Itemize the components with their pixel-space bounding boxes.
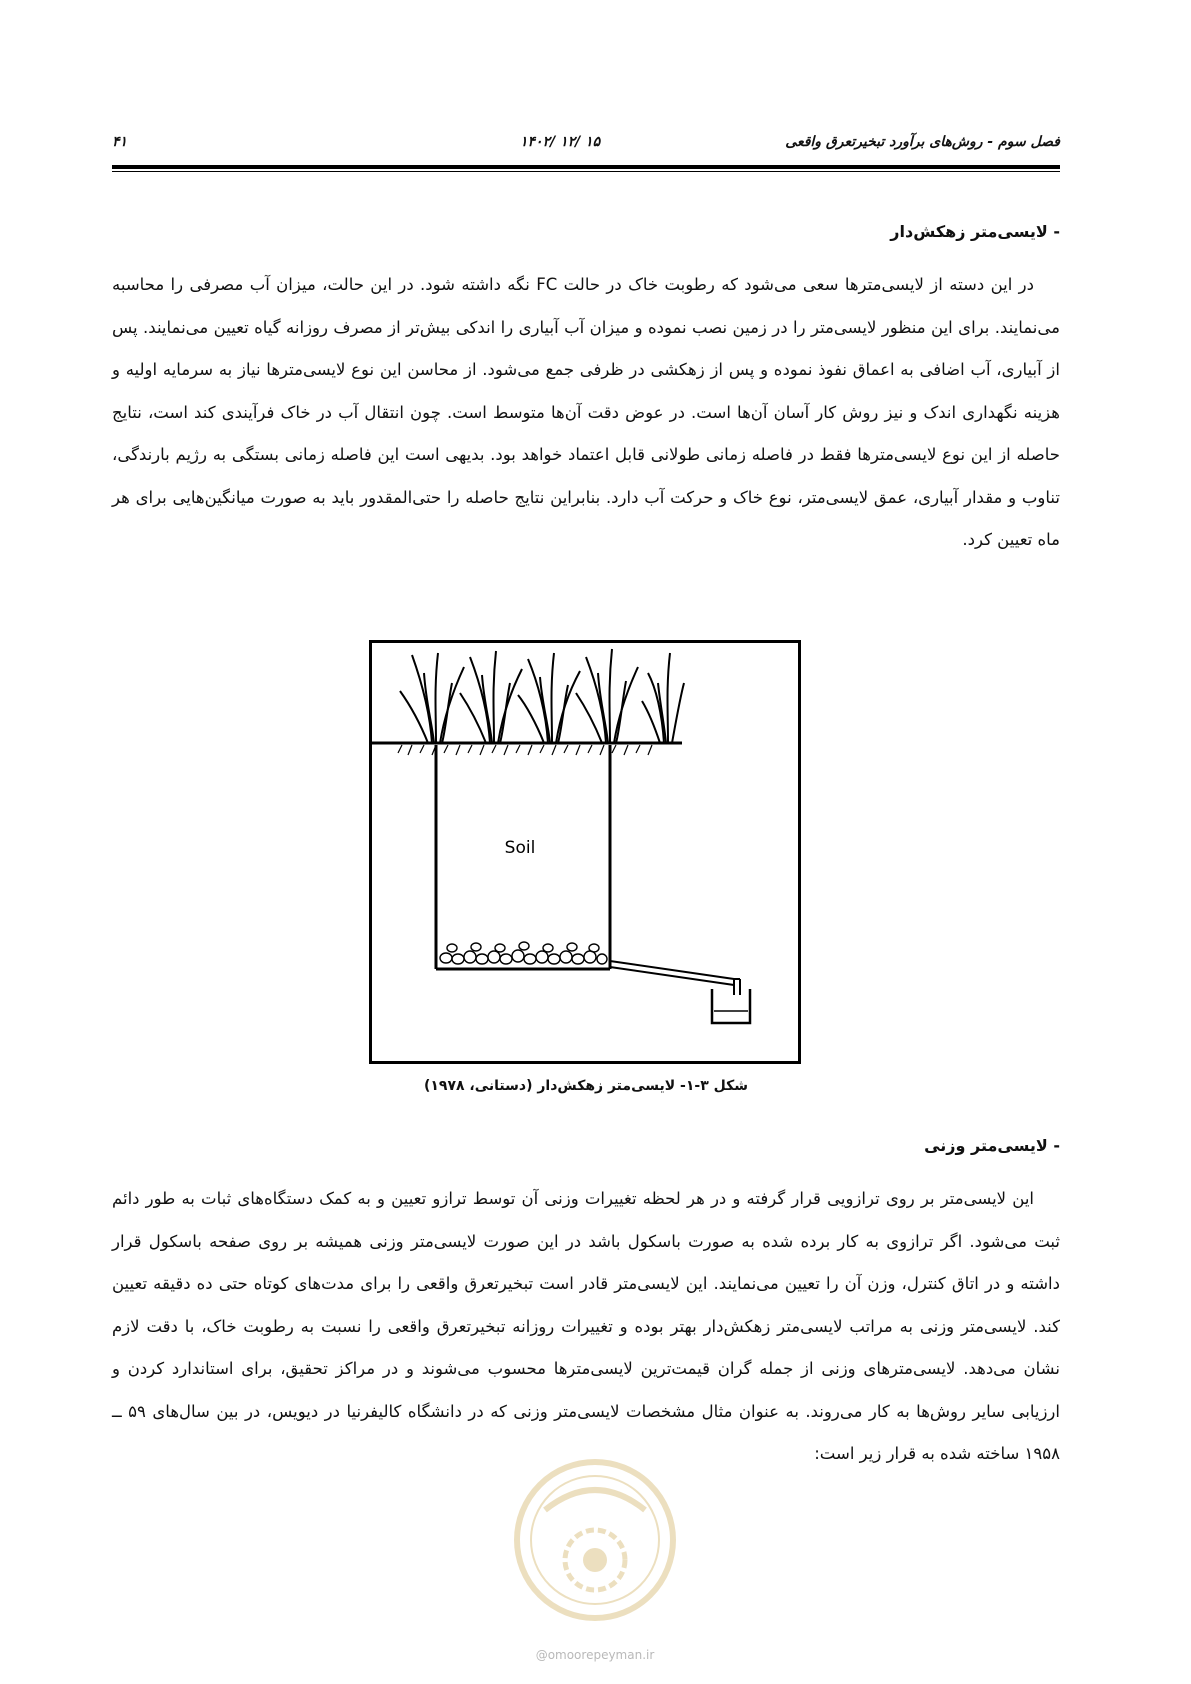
- page-number: ۴۱: [112, 134, 128, 150]
- header-rule-thick: [112, 165, 1060, 169]
- collection-container: [712, 989, 750, 1023]
- plants: [400, 649, 684, 743]
- plant-4: [576, 649, 638, 743]
- chapter-title: فصل سوم - روش‌های برآورد تبخیرتعرق واقعی: [785, 134, 1060, 150]
- plant-5: [642, 653, 684, 743]
- figure-caption: شکل ۳-۱- لایسی‌متر زهکش‌دار (دستانی، ۱۹۷۸): [423, 1078, 749, 1094]
- plant-2: [460, 651, 522, 743]
- watermark-url: @omoorepeyman.ir: [535, 1648, 655, 1662]
- gravel-layer: [440, 942, 607, 964]
- lysimeter-figure: [369, 640, 801, 1064]
- drainage-lysimeter-diagram: [372, 643, 798, 1061]
- plant-3: [518, 653, 580, 743]
- header-date: ۱۴۰۲/ ۱۲/ ۱۵: [520, 134, 601, 150]
- section-heading-drainage-lysimeter: - لایسی‌متر زهکش‌دار: [890, 222, 1060, 241]
- section-paragraph-drainage: [112, 264, 1060, 562]
- soil-label: Soil: [504, 838, 536, 858]
- publisher-logo-watermark: [505, 1440, 685, 1640]
- header-rule-thin: [112, 171, 1060, 172]
- page-header: [112, 128, 1060, 158]
- paragraph-text: در این دسته از لایسی‌مترها سعی می‌شود که رطوبت خاک در حالت FC نگه داشته شود. در این حالت، میزان آب مصرفی را محاسبه می‌نمایند. برای این منظور لایسی‌متر را در زمین نصب نموده و میزان آب آبیاری را اندکی بیش‌تر از مصرف روزانه گیاه تعیین می‌نمایند. پس از آبیاری، آب اضافی به اعماق نفوذ نموده و پس از زهکشی در ظرفی جمع می‌شود. از محاسن این نوع لایسی‌مترها نیاز به سرمایه اولیه و هزینه نگهداری اندک و نیز روش کار آسان آن‌ها است. در عوض دقت آن‌ها متوسط است. چون انتقال آب در خاک فرآیندی کند است، نتایج حاصله از این نوع لایسی‌مترها فقط در فاصله زمانی طولانی قابل اعتماد خواهد بود. بدیهی است این فاصله زمانی بستگی به رژیم بارندگی، تناوب و مقدار آبیاری، عمق لایسی‌متر، نوع خاک و حرکت آب دارد. بنابراین نتایج حاصله را حتی‌المقدور باید به صورت میانگین‌هایی برای هر ماه تعیین کرد.: [112, 275, 1060, 549]
- section-heading-weighing-lysimeter: - لایسی‌متر وزنی: [924, 1136, 1060, 1155]
- plant-1: [400, 653, 464, 743]
- section-paragraph-weighing: [112, 1178, 1060, 1476]
- paragraph-text: این لایسی‌متر بر روی ترازویی قرار گرفته و در هر لحظه تغییرات وزنی آن توسط ترازو تعیین و به کمک دستگاه‌های ثبات به طور دائم ثبت می‌شود. اگر ترازوی به کار برده شده به صورت باسکول باشد در این صورت لایسی‌متر وزنی همیشه بر روی صفحه باسکول قرار داشته و در اتاق کنترل، وزن آن را تعیین می‌نمایند. این لایسی‌متر قادر است تبخیرتعرق واقعی را برای مدت‌های کوتاه حتی ده دقیقه تعیین کند. لایسی‌متر وزنی به مراتب لایسی‌متر زهکش‌دار بهتر بوده و تغییرات روزانه تبخیرتعرق واقعی را نسبت به رطوبت خاک، با دقت لازم نشان می‌دهد. لایسی‌مترهای وزنی از جمله گران قیمت‌ترین لایسی‌مترها محسوب می‌شوند و در مراکز تحقیق، برای استاندارد کردن و ارزیابی سایر روش‌ها به کار می‌روند. به عنوان مثال مشخصات لایسی‌متر وزنی که در دانشگاه کالیفرنیا در دیویس، در بین سال‌های ۵۹ ــ ۱۹۵۸ ساخته شده به قرار زیر است:: [112, 1189, 1060, 1463]
- drain-pipe: [610, 961, 740, 995]
